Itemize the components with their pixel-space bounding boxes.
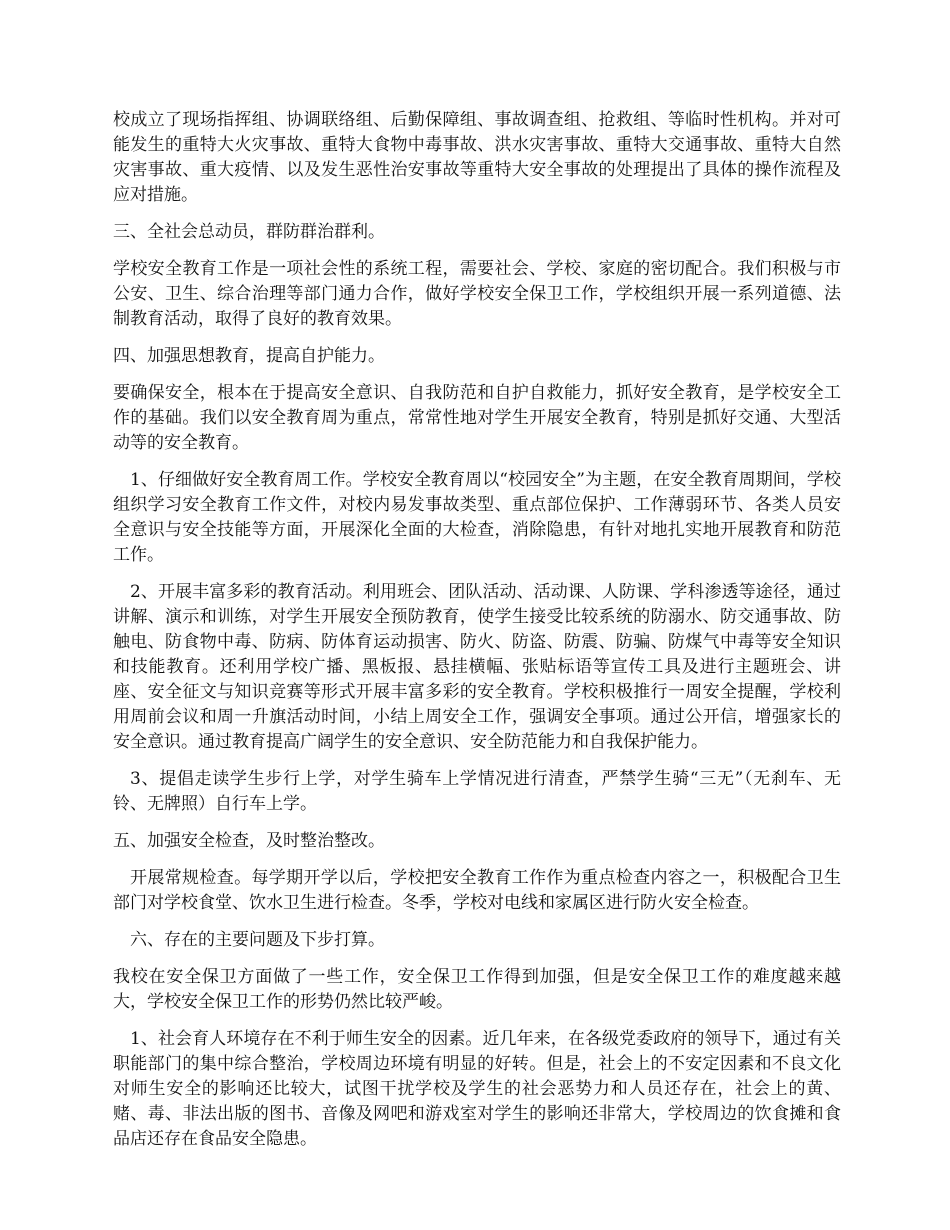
heading-section-3: 三、全社会总动员，群防群治群利。 — [113, 222, 385, 242]
paragraph-item-2-education-activities: 2、开展丰富多彩的教育活动。利用班会、团队活动、活动课、人防课、学科渗透等途径，通过讲解、演示和训练，对学生开展安全预防教育，使学生接受比较系统的防溺水、防交通事故、防触电、防食物中毒、防病、防体育运动损害、防火、防盗、防震、防骗、防煤气中毒等安全知识和技能教育。还利用学校广播、黑板报、悬挂横幅、张贴标语等宣传工具及进行主题班会、讲座、安全征文与知识竞赛等形式开展丰富多彩的安全教育。学校积极推行一周安全提醒，学校利用周前会议和周一升旗活动时间，小结上周安全工作，强调安全事项。通过公开信，增强家长的安全意识。通过教育提高广阔学生的安全意识、安全防范能力和自我保护能力。 — [113, 582, 841, 752]
paragraph-situation-summary: 我校在安全保卫方面做了一些工作，安全保卫工作得到加强，但是安全保卫工作的难度越来越大，学校安全保卫工作的形势仍然比较严峻。 — [113, 967, 841, 1012]
paragraph-item-1-safety-week: 1、仔细做好安全教育周工作。学校安全教育周以“校园安全”为主题，在安全教育周期间，学校组织学习安全教育工作文件，对校内易发事故类型、重点部位保护、工作薄弱环节、各类人员安全意识与安全技能等方面，开展深化全面的大检查，消除隐患，有针对地扎实地开展教育和防范工作。 — [113, 470, 841, 565]
heading-section-6: 六、存在的主要问题及下步打算。 — [130, 930, 385, 950]
document-page — [113, 108, 841, 1164]
heading-section-4: 四、加强思想教育，提高自护能力。 — [113, 346, 385, 366]
paragraph-emergency-organization: 校成立了现场指挥组、协调联络组、后勤保障组、事故调查组、抢救组、等临时性机构。并对可能发生的重特大火灾事故、重特大食物中毒事故、洪水灾害事故、重特大交通事故、重特大自然灾害事故、重大疫情、以及发生恶性治安事故等重特大安全事故的处理提出了具体的操作流程及应对措施。 — [113, 110, 841, 205]
paragraph-routine-inspection: 开展常规检查。每学期开学以后，学校把安全教育工作作为重点检查内容之一，积极配合卫生部门对学校食堂、饮水卫生进行检查。冬季，学校对电线和家属区进行防火安全检查。 — [113, 868, 841, 913]
paragraph-safety-awareness: 要确保安全，根本在于提高安全意识、自我防范和自护自救能力，抓好安全教育，是学校安全工作的基础。我们以安全教育周为重点，常常性地对学生开展安全教育，特别是抓好交通、大型活动等的安全教育。 — [113, 383, 841, 453]
heading-section-5: 五、加强安全检查，及时整治整改。 — [113, 831, 385, 851]
paragraph-item-1-social-environment: 1、社会育人环境存在不利于师生安全的因素。近几年来，在各级党委政府的领导下，通过有关职能部门的集中综合整治，学校周边环境有明显的好转。但是，社会上的不安定因素和不良文化对师生安全的影响还比较大，试图干扰学校及学生的社会恶势力和人员还存在，社会上的黄、赌、毒、非法出版的图书、音像及网吧和游戏室对学生的影响还非常大，学校周边的饮食摊和食品店还存在食品安全隐患。 — [113, 1029, 841, 1149]
paragraph-item-3-walking-to-school: 3、提倡走读学生步行上学，对学生骑车上学情况进行清查，严禁学生骑“三无”（无刹车、无铃、无牌照）自行车上学。 — [113, 769, 841, 814]
paragraph-social-cooperation: 学校安全教育工作是一项社会性的系统工程，需要社会、学校、家庭的密切配合。我们积极与市公安、卫生、综合治理等部门通力合作，做好学校安全保卫工作，学校组织开展一系列道德、法制教育活动，取得了良好的教育效果。 — [113, 259, 841, 329]
